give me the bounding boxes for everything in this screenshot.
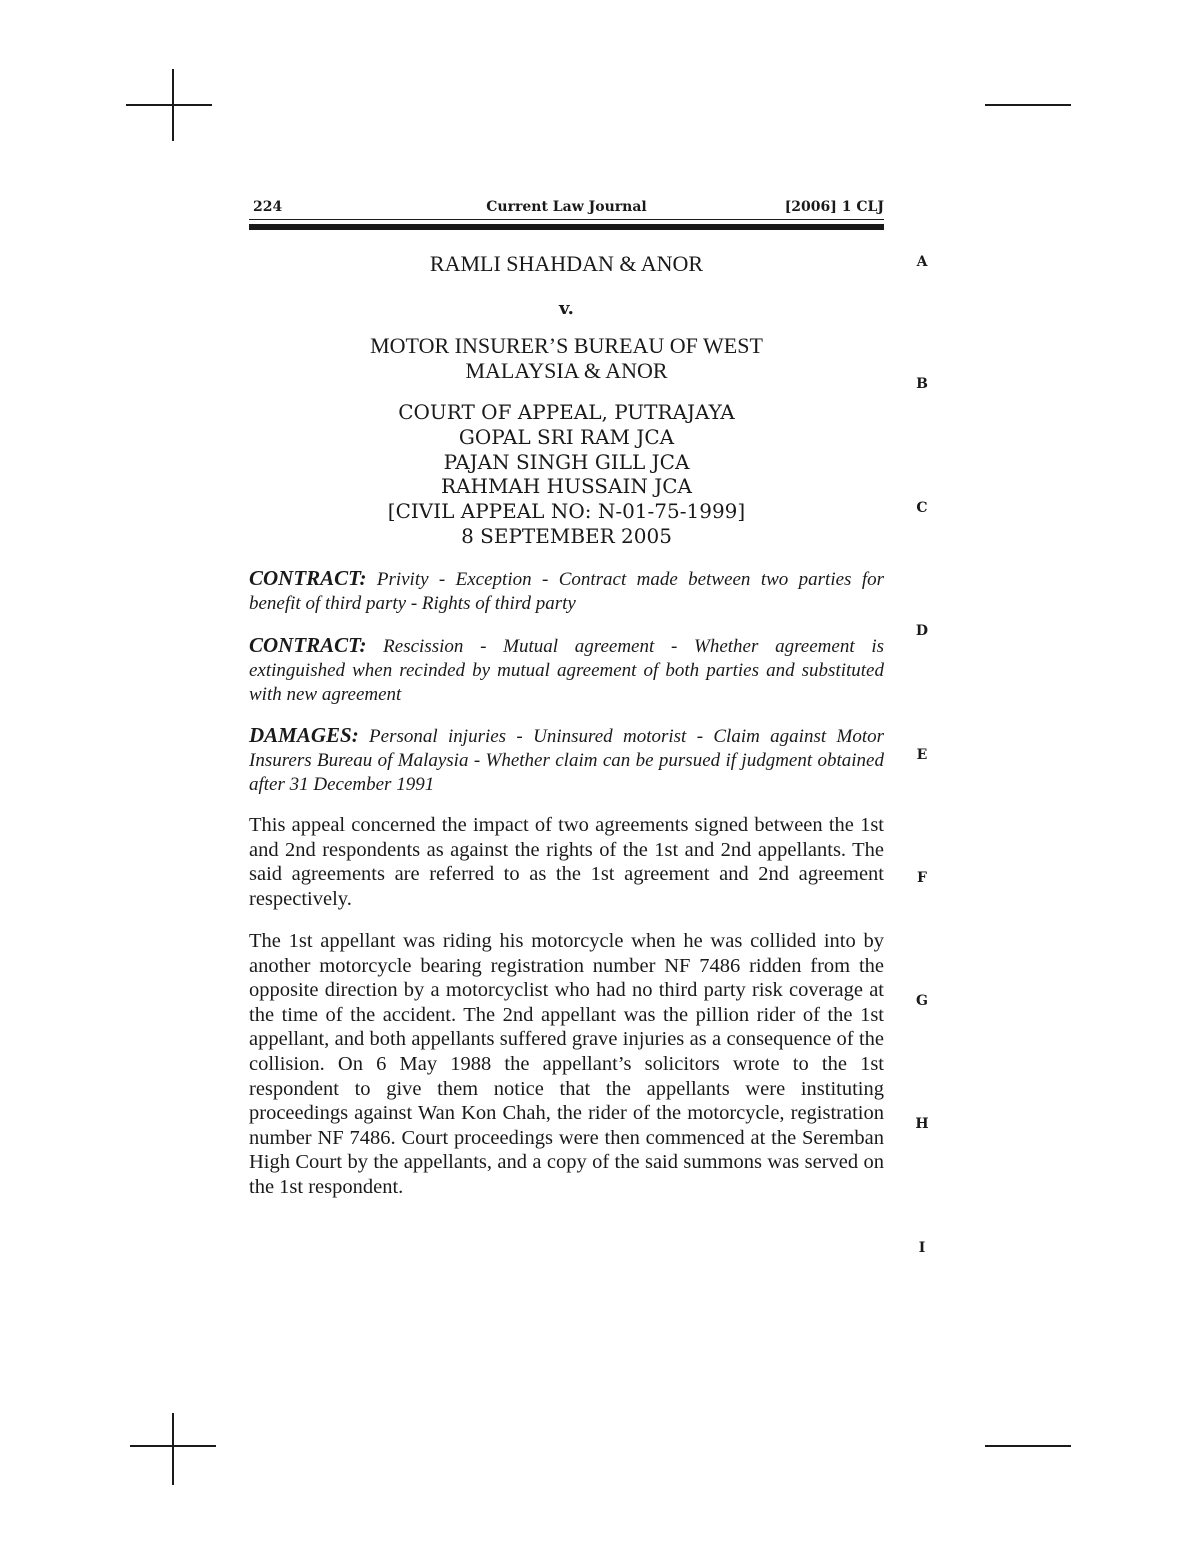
judge-1: GOPAL SRI RAM JCA bbox=[458, 424, 675, 449]
citation: [2006] 1 CLJ bbox=[784, 199, 884, 215]
catchword-heading: CONTRACT: bbox=[249, 566, 367, 590]
appeal-number: [CIVIL APPEAL NO: N-01-75-1999] bbox=[387, 499, 746, 524]
margin-letter-i: I bbox=[918, 1240, 926, 1256]
judgment-date: 8 SEPTEMBER 2005 bbox=[461, 523, 672, 548]
crop-mark-bottom-left-horizontal bbox=[130, 1445, 216, 1447]
catchword-3 bbox=[249, 723, 884, 797]
paragraph-1: This appeal concerned the impact of two agreements signed between the 1st and 2nd respondents as against the rights of the 1st and 2nd appellants. The said agreements are referred to as the 1st agreement and 2nd agreement respectively. bbox=[249, 814, 884, 910]
judge-2: PAJAN SINGH GILL JCA bbox=[443, 449, 690, 474]
margin-letter-a: A bbox=[916, 254, 928, 270]
catchword-text: Privity - Exception - Contract made between two parties for benefit of third party - Rights of third party bbox=[249, 569, 884, 614]
catchword-heading: DAMAGES: bbox=[249, 723, 359, 747]
catchword-1 bbox=[249, 566, 884, 616]
court-name: COURT OF APPEAL, PUTRAJAYA bbox=[398, 400, 735, 424]
header-rule-thin bbox=[249, 219, 884, 220]
margin-letter-d: D bbox=[915, 623, 929, 639]
margin-letter-g: G bbox=[916, 993, 928, 1009]
catchword-2 bbox=[249, 633, 884, 707]
catchword-text: Personal injuries - Uninsured motorist - Claim against Motor Insurers Bureau of Malaysia - Whether claim can be pursued if judgment obtained after 31 December 1991 bbox=[249, 726, 884, 795]
margin-letter-f: F bbox=[917, 870, 927, 886]
catchword-text: Rescission - Mutual agreement - Whether agreement is extinguished when recinded by mutual agreement of both parties and substituted with new agreement bbox=[249, 636, 884, 705]
journal-title: Current Law Journal bbox=[486, 199, 647, 215]
versus: v. bbox=[559, 298, 574, 319]
crop-mark-bottom-left-vertical bbox=[172, 1413, 174, 1485]
court-block bbox=[249, 400, 884, 549]
page-number: 224 bbox=[253, 199, 283, 215]
paragraph-2: The 1st appellant was riding his motorcycle when he was collided into by another motorcycle bearing registration number NF 7486 ridden from the opposite direction by a motorcyclist who had no third party risk coverage at the time of the accident. The 2nd appellant was the pillion rider of the 1st appellant, and both appellants suffered grave injuries as a consequence of the collision. On 6 May 1988 the appellant’s solicitors wrote to the 1st respondent to give them notice that the appellants were instituting proceedings against Wan Kon Chah, the rider of the motorcycle, registration number NF 7486. Court proceedings were then commenced at the Seremban High Court by the appellants, and a copy of the said summons was served on the 1st respondent. bbox=[249, 930, 884, 1198]
crop-mark-top-left-horizontal bbox=[126, 104, 212, 106]
margin-letter-c: C bbox=[916, 500, 928, 516]
header-rule-thick bbox=[249, 224, 884, 230]
judge-3: RAHMAH HUSSAIN JCA bbox=[441, 474, 692, 499]
margin-letter-e: E bbox=[916, 747, 928, 763]
crop-mark-bottom-right-horizontal bbox=[985, 1445, 1071, 1447]
margin-letter-b: B bbox=[916, 376, 928, 392]
crop-mark-top-right-horizontal bbox=[985, 104, 1071, 106]
party-two: MOTOR INSURER’S BUREAU OF WEST MALAYSIA & ANOR bbox=[370, 333, 763, 383]
margin-letter-h: H bbox=[915, 1116, 929, 1132]
party-one: RAMLI SHAHDAN & ANOR bbox=[429, 251, 704, 276]
catchword-heading: CONTRACT: bbox=[249, 633, 367, 657]
running-header bbox=[249, 199, 884, 219]
